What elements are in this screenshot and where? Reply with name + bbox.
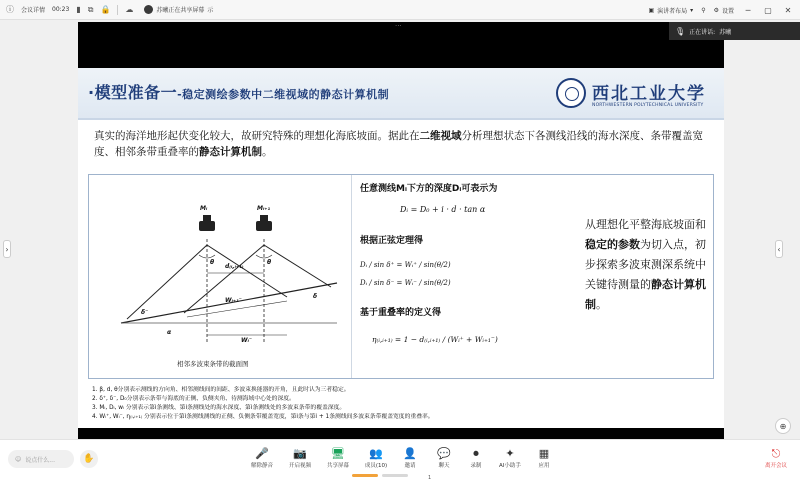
drag-handle-icon[interactable]: ··· (395, 22, 402, 30)
ai-assistant-label: AI小助手 (499, 463, 521, 469)
share-screen-button[interactable] (318, 447, 358, 469)
university-logo (556, 78, 716, 112)
theta-label-right: θ (267, 259, 272, 266)
ship-label-left: Mᵢ (200, 205, 208, 212)
summary-bold-2: 静态计算机制 (585, 278, 706, 311)
meeting-timer: 00:23 (52, 6, 70, 13)
cross-section-figure (91, 177, 347, 377)
w-i-label: Wᵢ⁻ (241, 337, 253, 344)
share-status[interactable] (144, 5, 213, 14)
chat-label: 聊天 (438, 463, 450, 469)
page-indicator-active[interactable] (352, 474, 378, 477)
formula-panel (351, 175, 563, 378)
share-flag: 示 (207, 7, 214, 14)
page-indicator (352, 474, 448, 478)
zoom-icon[interactable]: ⊕ (775, 418, 791, 434)
record-icon: ⏺ (473, 447, 479, 460)
external-link-icon[interactable]: ⧉ (87, 4, 94, 14)
apps-icon: ▦ (538, 447, 550, 460)
summary-bold-1: 稳定的参数 (585, 238, 640, 251)
ship-label-right: Mᵢ₊₁ (257, 205, 271, 212)
intro-bold-1: 二维视域 (419, 130, 462, 142)
formula-sine-minus: Dᵢ / sin δ⁻ = Wᵢ⁻ / sin(θ/2) (360, 279, 451, 287)
footnote-3: 3. Mᵢ, Dᵢ, wᵢ 分别表示第i条测线、第i条测线处的海水深度、第i条测线处的多波束条带的覆盖深度。 (92, 405, 346, 411)
formula-overlap: η₍ᵢ,ᵢ₊₁₎ = 1 − d₍ᵢ,ᵢ₊₁₎ / (Wᵢ⁺ + Wᵢ₊₁⁻) (372, 335, 498, 344)
chat-input-placeholder: 说点什么... (25, 456, 55, 464)
gear-icon: ⚙ (713, 6, 719, 14)
raise-hand-icon[interactable]: ✋ (80, 450, 98, 468)
leave-icon: ⎋ (771, 447, 781, 460)
distance-label: d₍ᵢ,ᵢ₊₁₎ (225, 263, 244, 270)
formula-heading-depth: 任意测线Mᵢ下方的深度Dᵢ可表示为 (360, 184, 498, 194)
title-bar (0, 0, 800, 20)
speaking-indicator (669, 22, 800, 40)
start-video-button[interactable] (280, 447, 320, 469)
slide-title-main: ·模型准备一 (88, 83, 178, 102)
intro-text-end: 。 (262, 146, 273, 158)
slide-header (78, 68, 724, 120)
w-minus-label: Wᵢ₊₁⁻ (225, 297, 242, 304)
speaking-name: 苏曦 (719, 28, 732, 36)
intro-text-2: 分析理想状态下各测线沿线的海水深度、条带覆盖宽度、相邻条带重叠率的 (94, 130, 703, 158)
start-video-label: 开启视频 (288, 463, 311, 469)
summary-text (585, 215, 709, 315)
formula-depth: Dᵢ = D₀ + i · d · tan α (400, 205, 486, 214)
leave-meeting-label: 离开会议 (764, 463, 787, 469)
cloud-icon[interactable]: ☁ (125, 5, 134, 14)
speaking-label: 正在讲话: (689, 28, 716, 36)
footnote-1: 1. β, d, θ分别表示测线的方向角、相邻测线间的间距、多波束换能器的开角，且此时认为三者稳定。 (92, 387, 350, 393)
smile-icon: ☺ (15, 455, 22, 463)
settings-button[interactable] (714, 6, 734, 15)
presentation-slide (78, 68, 724, 428)
record-label: 录制 (470, 463, 482, 469)
close-icon[interactable]: ✕ (784, 5, 792, 15)
footnote-4: 4. Wᵢ⁺, Wᵢ⁻, η₍ᵢ,ᵢ₊₁₎ 分别表示位于第i条测线测线的正侧、负侧条带覆盖宽度，第i条与第i + 1条测线间多波束条带覆盖宽度的重叠率。 (92, 414, 434, 420)
pin-icon[interactable]: ⚲ (701, 6, 706, 14)
apps-button[interactable] (524, 447, 564, 469)
signal-icon: ▮ (76, 5, 81, 14)
share-screen-label: 共享屏幕 (326, 463, 349, 469)
intro-bold-2: 静态计算机制 (199, 146, 262, 158)
delta-label: δ (313, 293, 318, 300)
sharer-avatar (144, 5, 153, 14)
slide-title (88, 80, 389, 103)
theta-label-left: θ (210, 259, 215, 266)
share-status-text: 苏曦正在共享屏幕 (156, 7, 205, 14)
page-indicator-inactive[interactable] (382, 474, 408, 477)
footnote-2: 2. δ⁺, δ⁻, D₀分别表示条带与海底的正侧、负侧夹角、待测海域中心处的深度。 (92, 396, 295, 402)
left-panel-toggle-icon[interactable]: › (3, 240, 11, 258)
unmute-label: 解除静音 (250, 463, 273, 469)
meeting-info-icon[interactable]: ⓘ (6, 5, 14, 14)
layout-icon: ▣ (648, 6, 655, 14)
content-box (88, 174, 714, 379)
formula-sine-plus: Dᵢ / sin δ⁺ = Wᵢ⁺ / sin(θ/2) (360, 261, 451, 269)
cross-section-diagram (91, 177, 347, 377)
divider (117, 5, 118, 15)
formula-heading-sine: 根据正弦定理得 (360, 236, 424, 246)
leave-meeting-button[interactable] (756, 447, 796, 469)
page-number: 1 (428, 475, 432, 481)
summary-text-1: 从理想化平整海底坡面和 (585, 218, 706, 231)
lock-icon: 🔒 (100, 5, 111, 14)
slide-title-sub: -稳定测绘参数中二维视域的静态计算机制 (177, 88, 390, 101)
maximize-icon[interactable]: ▢ (764, 5, 772, 15)
intro-paragraph (94, 128, 714, 160)
members-label: 成员(10) (364, 463, 388, 469)
chat-icon: 💬 (437, 447, 451, 460)
alpha-label: α (167, 329, 172, 336)
logo-text-cn: 西北工业大学 (592, 84, 706, 104)
speaker-icon: 🎙 (675, 26, 686, 36)
app-name[interactable]: 会议详情 (21, 7, 46, 14)
ai-assistant-icon: ✦ (505, 447, 515, 460)
share-screen-icon: 🖥 (331, 447, 345, 460)
chevron-down-icon: ▾ (690, 6, 694, 14)
invite-icon: 👤 (403, 447, 417, 460)
settings-label: 设置 (721, 7, 734, 15)
apps-label: 应用 (538, 463, 550, 469)
summary-text-2: 为切入点，初步探索多波束测深系统中关键待测量的 (585, 238, 706, 291)
logo-text-en: NORTHWESTERN POLYTECHNICAL UNIVERSITY (592, 103, 704, 108)
footnotes (92, 386, 712, 422)
delta-minus-label: δ⁻ (141, 309, 149, 316)
layout-label: 演讲者布局 (657, 7, 688, 15)
members-icon: 👥 (369, 447, 383, 460)
minimize-icon[interactable]: ─ (745, 5, 751, 15)
intro-text-1: 真实的海洋地形起伏变化较大，故研究特殊的理想化海底坡面。据此在 (94, 130, 420, 142)
unmute-button[interactable] (242, 447, 282, 469)
microphone-off-icon: 🎤 (255, 447, 269, 460)
chat-input[interactable] (8, 450, 74, 468)
figure-caption: 相邻多波束条带的截面图 (177, 360, 249, 368)
formula-heading-overlap: 基于重叠率的定义得 (360, 308, 442, 318)
university-emblem-icon (556, 78, 586, 108)
side-panel-toggle-icon[interactable]: ‹ (775, 240, 783, 258)
summary-text-3: 。 (596, 298, 607, 311)
invite-label: 邀请 (404, 463, 416, 469)
layout-button[interactable] (648, 6, 693, 15)
camera-off-icon: 📷 (293, 447, 307, 460)
